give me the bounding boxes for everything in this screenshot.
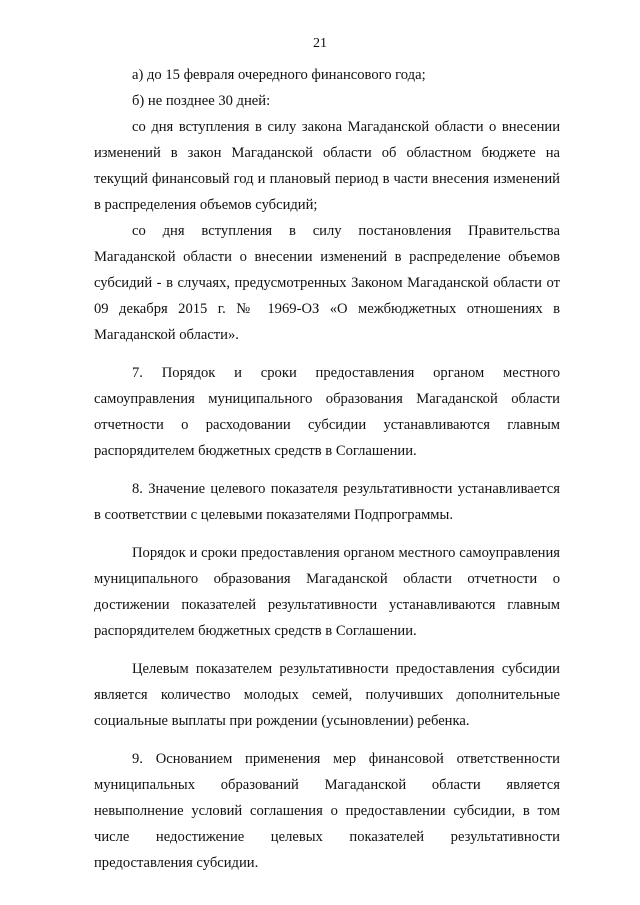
page-number: 21 <box>313 36 327 51</box>
paragraph-item-8: 8. Значение целевого показателя результативности устанавливается в соответствии с целевыми показателями Подпрограммы. <box>94 481 560 523</box>
list-item-b: б) не позднее 30 дней: <box>132 93 271 109</box>
paragraph-item-9: 9. Основанием применения мер финансовой ответственности муниципальных образований Магаданской области является невыполнение условий соглашения о предоставлении субсидии, в том числе недостижение целевых показателей результативности предоставления субсидии. <box>94 751 560 871</box>
paragraph-law-amendment: со дня вступления в силу закона Магаданской области о внесении изменений в закон Магаданской области об областном бюджете на текущий финансовый год и плановый период в части внесения изменений в распределения объемов субсидий; <box>94 119 560 213</box>
document-body <box>94 62 560 888</box>
list-item-a: а) до 15 февраля очередного финансового года; <box>132 67 426 83</box>
paragraph-government-resolution: со дня вступления в силу постановления Правительства Магаданской области о внесении изменений в распределение объемов субсидий - в случаях, предусмотренных Законом Магаданской области от 09 декабря 2015 г. № 1969-ОЗ «О межбюджетных отношениях в Магаданской области». <box>94 223 560 343</box>
paragraph-target-indicator: Целевым показателем результативности предоставления субсидии является количество молодых семей, получивших дополнительные социальные выплаты при рождении (усыновлении) ребенка. <box>94 661 560 729</box>
paragraph-reporting-procedure: Порядок и сроки предоставления органом местного самоуправления муниципального образования Магаданской области отчетности о достижении показателей результативности устанавливаются главным распорядителем бюджетных средств в Соглашении. <box>94 545 560 639</box>
paragraph-item-7: 7. Порядок и сроки предоставления органом местного самоуправления муниципального образования Магаданской области отчетности о расходовании субсидии устанавливаются главным распорядителем бюджетных средств в Соглашении. <box>94 365 560 459</box>
